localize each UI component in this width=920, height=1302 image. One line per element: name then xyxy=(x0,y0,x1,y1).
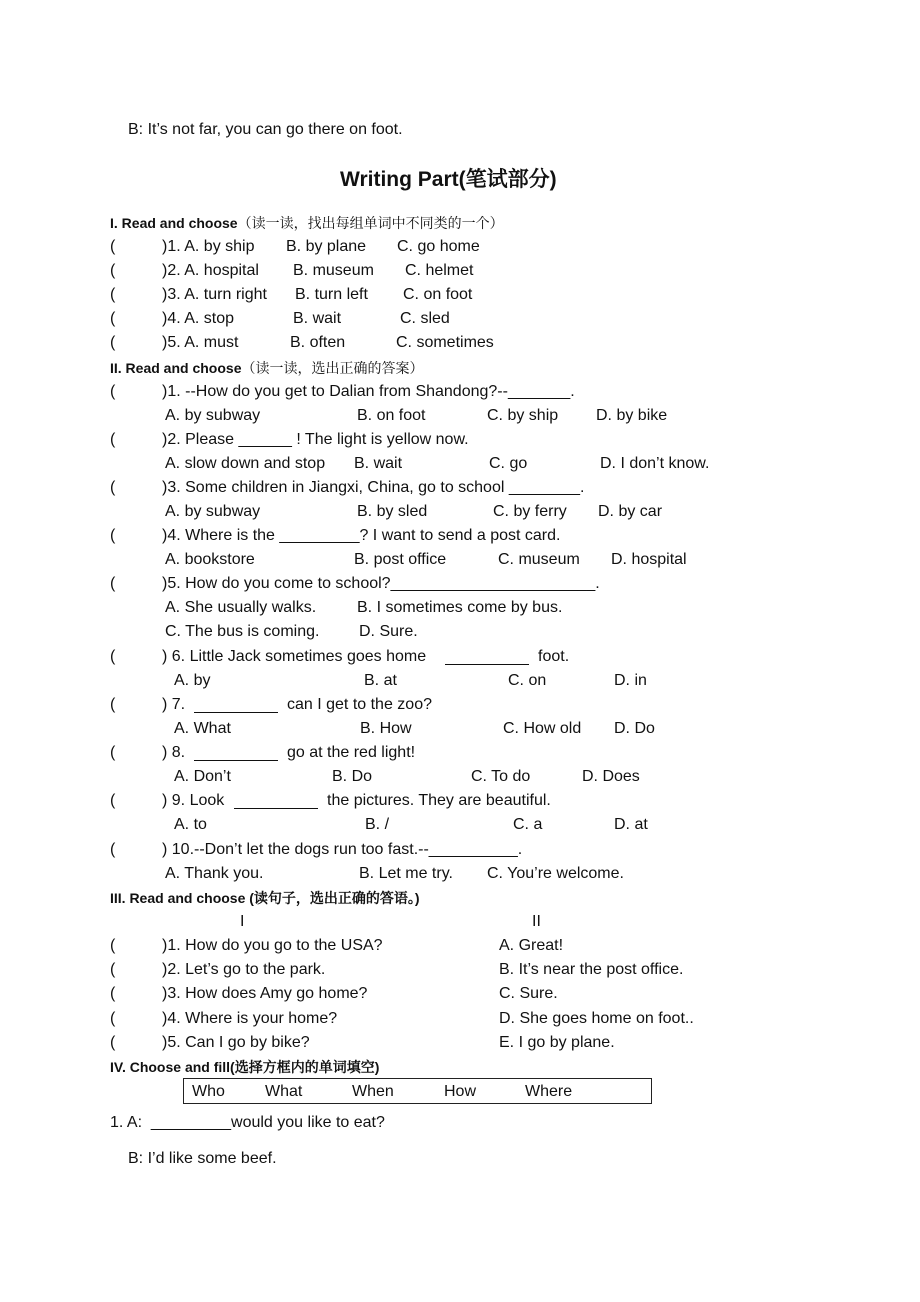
answer-paren-s2-5[interactable]: ( xyxy=(110,575,116,592)
s2-q2-option-d: D. I don’t know. xyxy=(600,455,710,472)
answer-paren-s2-9[interactable]: ( xyxy=(110,792,116,809)
answer-paren-s3-4[interactable]: ( xyxy=(110,1010,116,1027)
s1-option-b-5: B. often xyxy=(290,334,346,351)
s1-option-b-4: B. wait xyxy=(293,310,342,327)
s2-q3-option-c: C. by ferry xyxy=(493,503,567,520)
answer-paren-s1-2[interactable]: ( xyxy=(110,262,116,279)
s2-q2-option-a: A. slow down and stop xyxy=(165,455,326,472)
s2-q5-option-a: A. She usually walks. xyxy=(165,599,317,616)
s2-question-9: ) 9. Look xyxy=(162,792,225,809)
s2-q7-option-d: D. Do xyxy=(614,720,655,737)
previous-answer-line: B: It’s not far, you can go there on foot. xyxy=(128,121,403,138)
s1-option-c-4: C. sled xyxy=(400,310,450,327)
s2-q5-option-b: B. I sometimes come by bus. xyxy=(357,599,563,616)
s2-blank-9[interactable] xyxy=(234,808,318,809)
word-box xyxy=(183,1078,652,1104)
s2-question-3: )3. Some children in Jiangxi, China, go to school ________. xyxy=(162,479,585,496)
s3-question-4: )4. Where is your home? xyxy=(162,1010,338,1027)
s2-q6-option-c: C. on xyxy=(508,672,547,689)
s2-q1-option-c: C. by ship xyxy=(487,407,559,424)
answer-paren-s3-5[interactable]: ( xyxy=(110,1034,116,1051)
s2-q3-option-a: A. by subway xyxy=(165,503,261,520)
section2-heading-cn: （读一读，选出正确的答案） xyxy=(241,360,424,376)
answer-paren-s3-2[interactable]: ( xyxy=(110,961,116,978)
s2-q4-option-c: C. museum xyxy=(498,551,580,568)
s1-option-c-3: C. on foot xyxy=(403,286,473,303)
s2-q5-option-c: C. The bus is coming. xyxy=(165,623,320,640)
word-what: What xyxy=(265,1083,303,1100)
section2-heading-en: II. Read and choose xyxy=(110,360,242,376)
s2-blank-6[interactable] xyxy=(445,664,529,665)
s2-question-5: )5. How do you come to school?_______________________. xyxy=(162,575,600,592)
s2-blank-8[interactable] xyxy=(194,760,278,761)
s2-q4-option-d: D. hospital xyxy=(611,551,687,568)
answer-paren-s2-6[interactable]: ( xyxy=(110,648,116,665)
s2-q6-option-b: B. at xyxy=(364,672,397,689)
s3-answer-a: A. Great! xyxy=(499,937,564,954)
s3-answer-e: E. I go by plane. xyxy=(499,1034,615,1051)
s1-option-c-5: C. sometimes xyxy=(396,334,494,351)
s2-q7-option-b: B. How xyxy=(360,720,412,737)
s2-question-6-tail: foot. xyxy=(538,648,570,665)
s2-q9-option-d: D. at xyxy=(614,816,648,833)
s3-question-3: )3. How does Amy go home? xyxy=(162,985,368,1002)
fill-q1-prefix: 1. A: xyxy=(110,1114,143,1131)
s2-q7-option-c: C. How old xyxy=(503,720,582,737)
s2-q1-option-d: D. by bike xyxy=(596,407,668,424)
s2-q4-option-a: A. bookstore xyxy=(165,551,255,568)
s2-q10-option-b: B. Let me try. xyxy=(359,865,453,882)
answer-paren-s1-1[interactable]: ( xyxy=(110,238,116,255)
s2-q10-option-a: A. Thank you. xyxy=(165,865,264,882)
s2-question-6: ) 6. Little Jack sometimes goes home xyxy=(162,648,427,665)
s2-q2-option-b: B. wait xyxy=(354,455,403,472)
s3-question-5: )5. Can I go by bike? xyxy=(162,1034,310,1051)
s3-answer-c: C. Sure. xyxy=(499,985,558,1002)
s1-question-2: )2. A. hospital xyxy=(162,262,259,279)
answer-paren-s3-1[interactable]: ( xyxy=(110,937,116,954)
s2-blank-7[interactable] xyxy=(194,712,278,713)
s2-question-9-tail: the pictures. They are beautiful. xyxy=(327,792,551,809)
s2-question-8: ) 8. xyxy=(162,744,186,761)
s2-q9-option-a: A. to xyxy=(174,816,207,833)
s2-q7-option-a: A. What xyxy=(174,720,231,737)
section1-heading-cn: （读一读，找出每组单词中不同类的一个） xyxy=(237,215,504,231)
s2-question-1: )1. --How do you get to Dalian from Shandong?--_______. xyxy=(162,383,575,400)
fill-question-1-a xyxy=(110,1113,385,1133)
fill-q1-rest: would you like to eat? xyxy=(231,1114,385,1131)
s2-q10-option-c: C. You’re welcome. xyxy=(487,865,624,882)
s2-question-10: ) 10.--Don’t let the dogs run too fast.--__________. xyxy=(162,841,523,858)
answer-paren-s1-4[interactable]: ( xyxy=(110,310,116,327)
section4-heading: IV. Choose and fill(选择方框内的单词填空) xyxy=(110,1059,380,1075)
s2-q8-option-d: D. Does xyxy=(582,768,640,785)
fill-question-1-b: B: I’d like some beef. xyxy=(128,1150,277,1167)
answer-paren-s2-1[interactable]: ( xyxy=(110,383,116,400)
s2-q9-option-b: B. / xyxy=(365,816,390,833)
s2-q6-option-a: A. by xyxy=(174,672,211,689)
s3-answer-b: B. It’s near the post office. xyxy=(499,961,684,978)
s2-q5-option-d: D. Sure. xyxy=(359,623,418,640)
section3-column-i: I xyxy=(240,913,245,930)
word-where: Where xyxy=(525,1083,573,1100)
s2-question-8-tail: go at the red light! xyxy=(287,744,416,761)
s2-q3-option-d: D. by car xyxy=(598,503,663,520)
word-how: How xyxy=(444,1083,477,1100)
s2-q8-option-b: B. Do xyxy=(332,768,373,785)
answer-paren-s2-2[interactable]: ( xyxy=(110,431,116,448)
section3-column-ii: II xyxy=(532,913,541,930)
s2-q1-option-a: A. by subway xyxy=(165,407,261,424)
s1-option-b-1: B. by plane xyxy=(286,238,367,255)
s2-q2-option-c: C. go xyxy=(489,455,528,472)
s2-question-7-tail: can I get to the zoo? xyxy=(287,696,432,713)
answer-paren-s2-10[interactable]: ( xyxy=(110,841,116,858)
section1-heading xyxy=(110,213,504,233)
s1-question-3: )3. A. turn right xyxy=(162,286,267,303)
s1-option-c-2: C. helmet xyxy=(405,262,474,279)
s1-question-1: )1. A. by ship xyxy=(162,238,255,255)
word-who: Who xyxy=(192,1083,225,1100)
s3-question-1: )1. How do you go to the USA? xyxy=(162,937,383,954)
word-when: When xyxy=(352,1083,394,1100)
s3-answer-d: D. She goes home on foot.. xyxy=(499,1010,694,1027)
section3-heading: III. Read and choose (读句子，选出正确的答语。) xyxy=(110,890,420,906)
answer-paren-s2-8[interactable]: ( xyxy=(110,744,116,761)
answer-paren-s2-3[interactable]: ( xyxy=(110,479,116,496)
s2-q3-option-b: B. by sled xyxy=(357,503,428,520)
s2-question-4: )4. Where is the _________? I want to send a post card. xyxy=(162,527,561,544)
answer-paren-s3-3[interactable]: ( xyxy=(110,985,116,1002)
s1-question-4: )4. A. stop xyxy=(162,310,235,327)
s2-q8-option-c: C. To do xyxy=(471,768,531,785)
s3-question-2: )2. Let’s go to the park. xyxy=(162,961,326,978)
s2-q1-option-b: B. on foot xyxy=(357,407,426,424)
fill-q1-blank[interactable]: _________ xyxy=(150,1114,232,1131)
s2-question-7: ) 7. xyxy=(162,696,186,713)
answer-paren-s1-3[interactable]: ( xyxy=(110,286,116,303)
s2-q9-option-c: C. a xyxy=(513,816,543,833)
s2-q4-option-b: B. post office xyxy=(354,551,447,568)
s2-q6-option-d: D. in xyxy=(614,672,647,689)
s2-question-2: )2. Please ______ ! The light is yellow now. xyxy=(162,431,469,448)
section2-heading xyxy=(110,358,423,378)
answer-paren-s1-5[interactable]: ( xyxy=(110,334,116,351)
answer-paren-s2-7[interactable]: ( xyxy=(110,696,116,713)
s1-option-b-2: B. museum xyxy=(293,262,374,279)
s1-option-c-1: C. go home xyxy=(397,238,480,255)
s1-question-5: )5. A. must xyxy=(162,334,239,351)
answer-paren-s2-4[interactable]: ( xyxy=(110,527,116,544)
s1-option-b-3: B. turn left xyxy=(295,286,368,303)
page-title: Writing Part(笔试部分) xyxy=(340,168,557,191)
section1-heading-en: I. Read and choose xyxy=(110,215,238,231)
s2-q8-option-a: A. Don’t xyxy=(174,768,231,785)
